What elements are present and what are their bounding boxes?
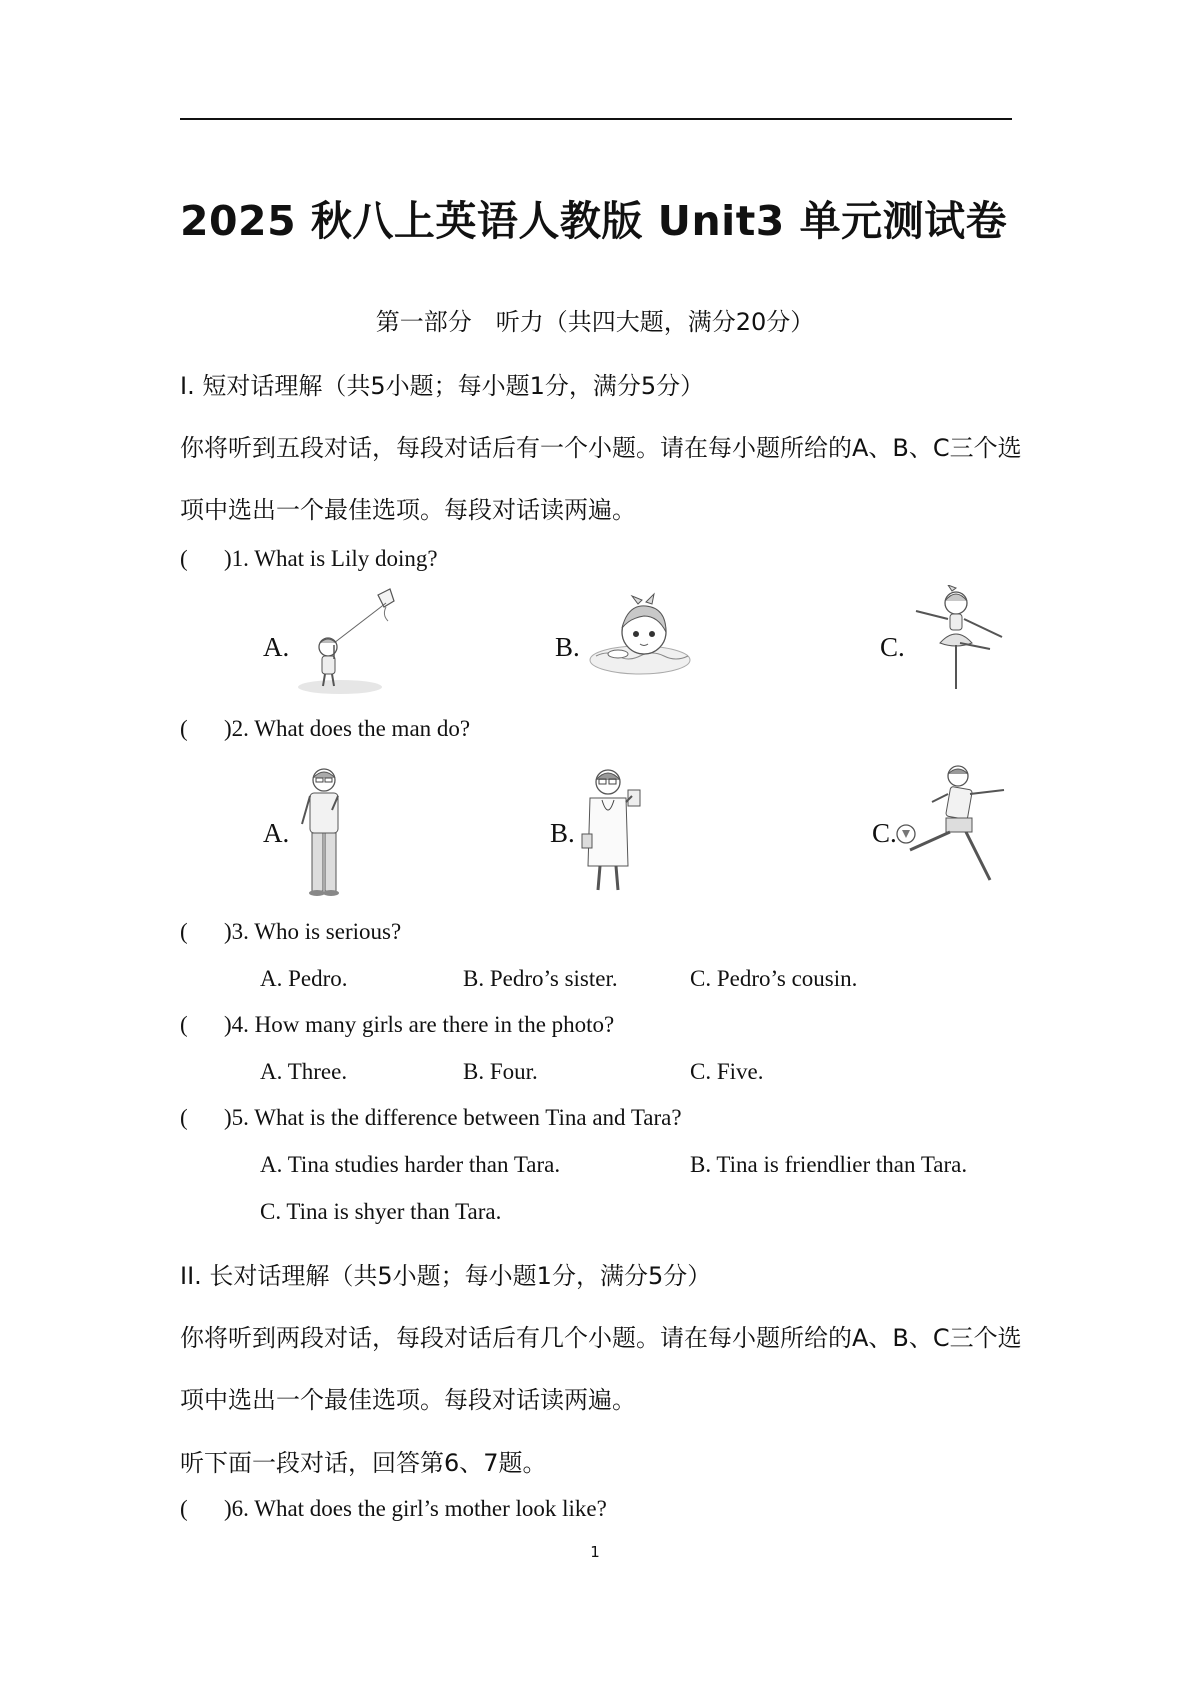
q2-option-a-label: A. (263, 818, 290, 848)
q1-option-a-label: A. (263, 632, 290, 662)
girl-dancing-ballet-image (910, 585, 1006, 697)
question-text: )5. What is the difference between Tina and Tara? (224, 1105, 682, 1130)
man-standing-image (296, 766, 352, 898)
q3-option-c[interactable]: C. Pedro’s cousin. (690, 966, 858, 991)
question-text: )4. How many girls are there in the photo? (224, 1012, 615, 1037)
answer-blank[interactable]: ( (180, 716, 188, 741)
answer-blank[interactable]: ( (180, 1105, 188, 1130)
section-2-instruction-line-1: 你将听到两段对话，每段对话后有几个小题。请在每小题所给的A、B、C三个选 (180, 1324, 1022, 1352)
q1-option-c-label: C. (880, 632, 905, 662)
man-playing-soccer-image (896, 762, 1010, 898)
question-text: )2. What does the man do? (224, 716, 471, 741)
question-text: )1. What is Lily doing? (224, 546, 438, 571)
q5-option-a[interactable]: A. Tina studies harder than Tara. (260, 1152, 561, 1177)
question-2 (180, 716, 470, 742)
q4-option-a[interactable]: A. Three. (260, 1059, 348, 1084)
question-text: )6. What does the girl’s mother look like? (224, 1496, 607, 1521)
question-1 (180, 546, 438, 572)
section-2-heading: II. 长对话理解（共5小题；每小题1分，满分5分） (180, 1262, 712, 1290)
question-text: )3. Who is serious? (224, 919, 402, 944)
girl-flying-kite-image (290, 585, 410, 697)
answer-blank[interactable]: ( (180, 1012, 188, 1037)
header-rule (180, 118, 1012, 120)
question-5 (180, 1105, 682, 1131)
answer-blank[interactable]: ( (180, 1496, 188, 1521)
section-2-instruction-line-2: 项中选出一个最佳选项。每段对话读两遍。 (180, 1386, 636, 1414)
section-1-heading: I. 短对话理解（共5小题；每小题1分，满分5分） (180, 372, 705, 400)
section-1-instruction-line-1: 你将听到五段对话，每段对话后有一个小题。请在每小题所给的A、B、C三个选 (180, 434, 1022, 462)
q2-option-c-label: C. (872, 818, 897, 848)
q2-option-b-label: B. (550, 818, 575, 848)
section-2-sub-instruction: 听下面一段对话，回答第6、7题。 (180, 1449, 547, 1477)
q4-option-c[interactable]: C. Five. (690, 1059, 764, 1084)
q1-option-b-label: B. (555, 632, 580, 662)
answer-blank[interactable]: ( (180, 919, 188, 944)
part-heading: 第一部分 听力（共四大题，满分20分） (375, 308, 815, 336)
q5-option-b[interactable]: B. Tina is friendlier than Tara. (690, 1152, 968, 1177)
section-1-instruction-line-2: 项中选出一个最佳选项。每段对话读两遍。 (180, 496, 636, 524)
q4-option-b[interactable]: B. Four. (463, 1059, 538, 1084)
page-title: 2025 秋八上英语人教版 Unit3 单元测试卷 (180, 197, 1008, 245)
q5-option-c[interactable]: C. Tina is shyer than Tara. (260, 1199, 502, 1224)
question-4 (180, 1012, 614, 1038)
girl-swimming-image (588, 590, 692, 682)
question-3 (180, 919, 401, 945)
q3-option-a[interactable]: A. Pedro. (260, 966, 348, 991)
q3-option-b[interactable]: B. Pedro’s sister. (463, 966, 618, 991)
doctor-image (578, 766, 648, 898)
question-6 (180, 1496, 607, 1522)
answer-blank[interactable]: ( (180, 546, 188, 571)
page-number: 1 (590, 1543, 600, 1561)
